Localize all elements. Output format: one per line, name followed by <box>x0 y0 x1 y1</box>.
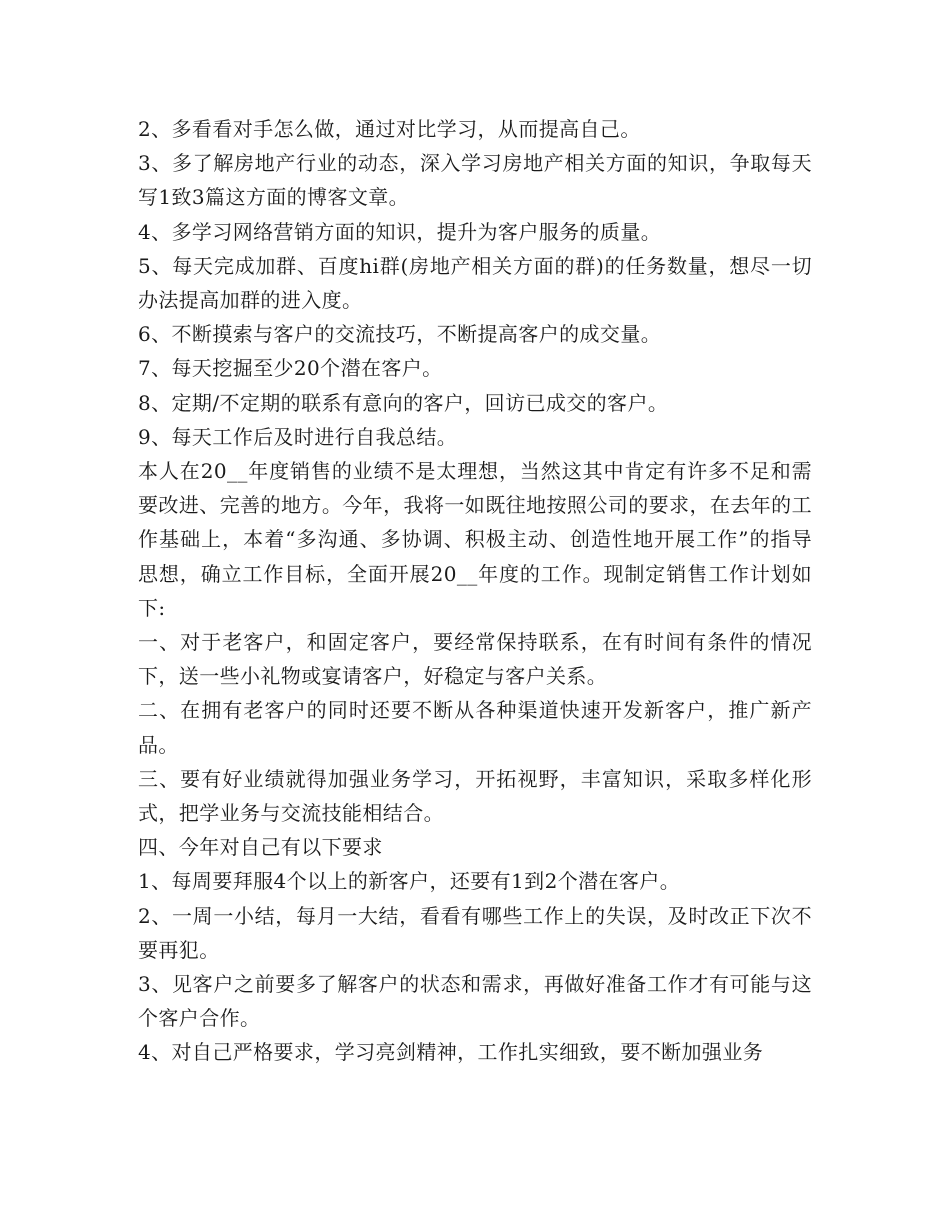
paragraph: 6、不断摸索与客户的交流技巧，不断提高客户的成交量。 <box>138 322 662 347</box>
paragraph: 三、要有好业绩就得加强业务学习，开拓视野，丰富知识，采取多样化形式，把学业务与交流技能相结合。 <box>138 766 812 826</box>
paragraph: 9、每天工作后及时进行自我总结。 <box>138 424 458 449</box>
paragraph: 一、对于老客户，和固定客户，要经常保持联系，在有时间有条件的情况下，送一些小礼物或宴请客户，好稳定与客户关系。 <box>138 630 812 689</box>
paragraph: 7、每天挖掘至少20个潜在客户。 <box>138 356 443 381</box>
paragraph: 4、多学习网络营销方面的知识，提升为客户服务的质量。 <box>138 219 662 244</box>
paragraph: 2、一周一小结，每月一大结，看看有哪些工作上的失误，及时改正下次不要再犯。 <box>138 903 812 962</box>
section-heading: 四、今年对自己有以下要求 <box>138 835 383 860</box>
paragraph: 4、对自己严格要求，学习亮剑精神，工作扎实细致，要不断加强业务 <box>138 1040 764 1065</box>
paragraph: 2、多看看对手怎么做，通过对比学习，从而提高自己。 <box>138 117 641 141</box>
paragraph: 3、多了解房地产行业的动态，深入学习房地产相关方面的知识，争取每天写1致3篇这方面的博客文章。 <box>138 151 812 210</box>
paragraph: 1、每周要拜服4个以上的新客户，还要有1到2个潜在客户。 <box>138 869 681 894</box>
paragraph: 3、见客户之前要多了解客户的状态和需求，再做好准备工作才有可能与这个客户合作。 <box>138 972 812 1031</box>
paragraph: 8、定期/不定期的联系有意向的客户，回访已成交的客户。 <box>138 390 669 415</box>
paragraph: 二、在拥有老客户的同时还要不断从各种渠道快速开发新客户，推广新产品。 <box>138 698 812 757</box>
document-body <box>138 112 812 1070</box>
paragraph: 本人在20__年度销售的业绩不是太理想，当然这其中肯定有许多不足和需要改进、完善的地方。今年，我将一如既往地按照公司的要求，在去年的工作基础上，本着“多沟通、多协调、积极主动、创造性地开展工作”的指导思想，确立工作目标，全面开展20__年度的工作。现制定销售工作计划如下: <box>138 459 812 620</box>
paragraph: 5、每天完成加群、百度hi群(房地产相关方面的群)的任务数量，想尽一切办法提高加群的进入度。 <box>138 253 812 313</box>
